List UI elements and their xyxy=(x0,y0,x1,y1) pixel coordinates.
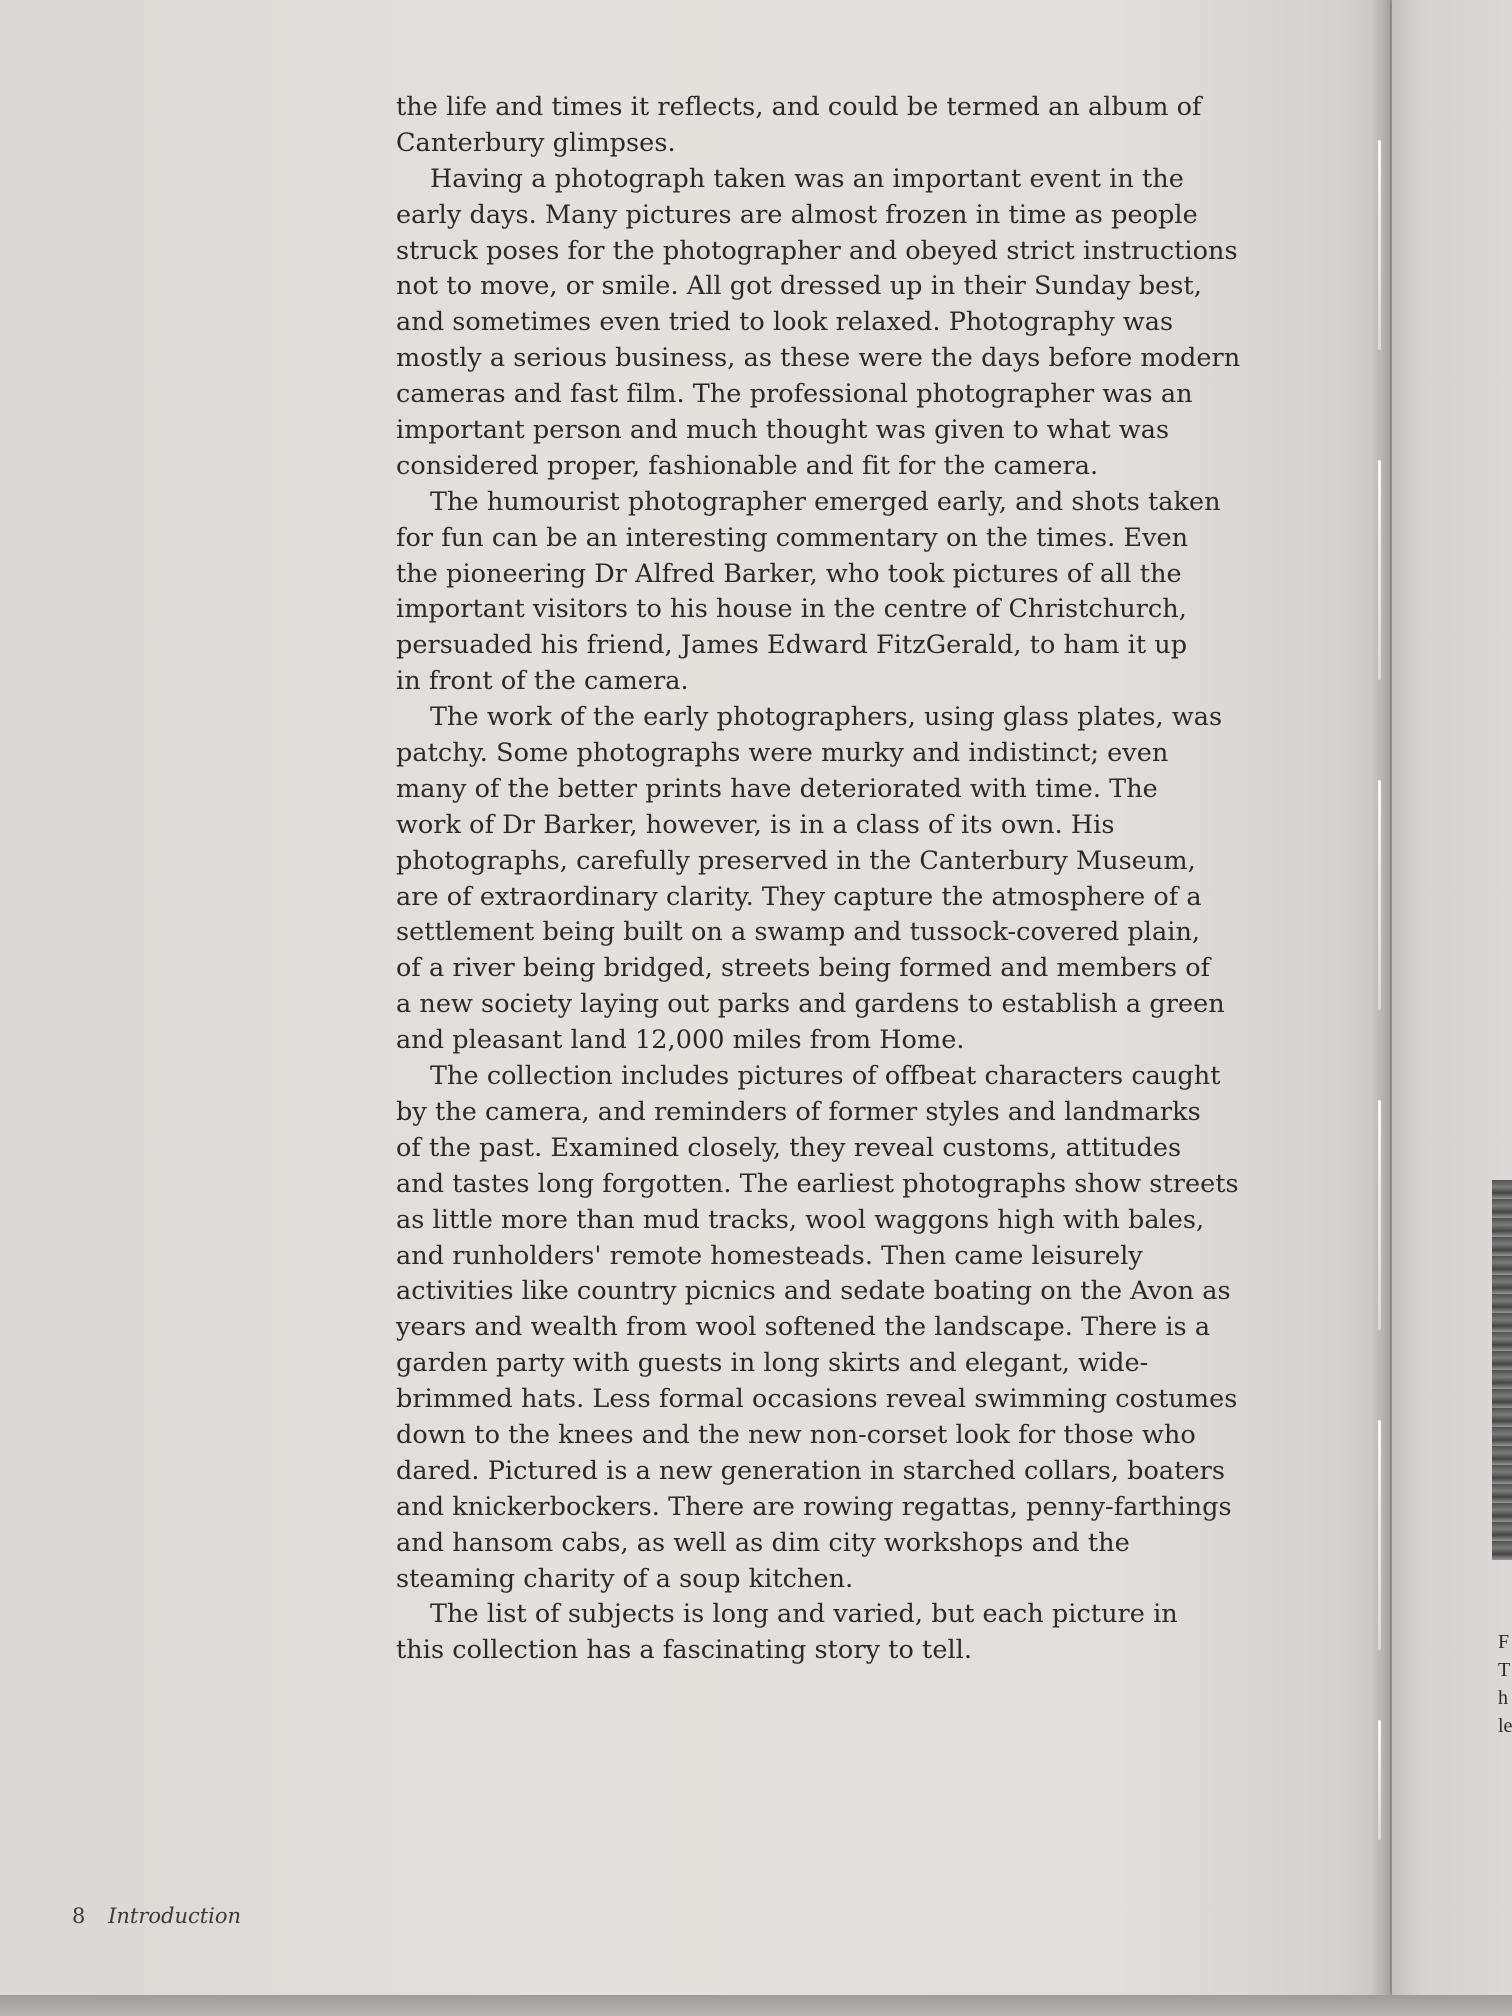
text-line: this collection has a fascinating story to tell. xyxy=(396,1635,973,1666)
paragraph xyxy=(396,90,1276,162)
text-line: settlement being built on a swamp and tussock-covered plain, xyxy=(396,917,1201,948)
text-line: and hansom cabs, as well as dim city workshops and the xyxy=(396,1527,1130,1558)
facing-page-text-fragment xyxy=(1498,1628,1512,1740)
binding-stitch xyxy=(1378,1720,1381,1840)
text-line: of the past. Examined closely, they reveal customs, attitudes xyxy=(396,1132,1182,1163)
facing-page-photo-edge xyxy=(1492,1180,1512,1560)
paragraph xyxy=(396,1059,1276,1597)
text-line: as little more than mud tracks, wool waggons high with bales, xyxy=(396,1204,1205,1235)
body-text xyxy=(396,90,1276,1669)
page-footer xyxy=(72,1904,241,1928)
text-line: by the camera, and reminders of former styles and landmarks xyxy=(396,1096,1201,1127)
binding-stitch xyxy=(1378,140,1381,350)
text-line: the life and times it reflects, and could be termed an album of xyxy=(396,92,1202,122)
binding-stitch xyxy=(1378,460,1381,680)
text-line: steaming charity of a soup kitchen. xyxy=(396,1563,854,1594)
text-line: dared. Pictured is a new generation in starched collars, boaters xyxy=(396,1455,1225,1486)
text-line: The collection includes pictures of offbeat characters caught xyxy=(430,1061,1221,1092)
text-line: Canterbury glimpses. xyxy=(396,127,676,158)
binding-stitch xyxy=(1378,1100,1381,1330)
text-line: The work of the early photographers, using glass plates, was xyxy=(430,702,1223,733)
paragraph xyxy=(396,162,1276,485)
page-gutter xyxy=(1370,0,1392,1995)
text-line: and sometimes even tried to look relaxed. Photography was xyxy=(396,307,1174,338)
text-line: struck poses for the photographer and obeyed strict instructions xyxy=(396,235,1238,266)
facing-page-fragment-line: T xyxy=(1498,1659,1511,1681)
text-line: cameras and fast film. The professional photographer was an xyxy=(396,379,1193,410)
page-number: 8 xyxy=(72,1904,86,1928)
text-line: early days. Many pictures are almost frozen in time as people xyxy=(396,199,1198,230)
text-line: in front of the camera. xyxy=(396,666,689,697)
text-line: many of the better prints have deteriorated with time. The xyxy=(396,773,1158,804)
text-line: important visitors to his house in the centre of Christchurch, xyxy=(396,594,1187,625)
text-line: photographs, carefully preserved in the Canterbury Museum, xyxy=(396,845,1196,876)
facing-page-edge xyxy=(1392,0,1512,1995)
text-line: and runholders' remote homesteads. Then came leisurely xyxy=(396,1240,1143,1271)
text-line: years and wealth from wool softened the landscape. There is a xyxy=(396,1312,1211,1343)
text-line: a new society laying out parks and gardens to establish a green xyxy=(396,989,1225,1020)
text-line: garden party with guests in long skirts and elegant, wide- xyxy=(396,1348,1149,1379)
text-line: not to move, or smile. All got dressed up in their Sunday best, xyxy=(396,271,1202,302)
text-line: of a river being bridged, streets being formed and members of xyxy=(396,953,1211,984)
text-line: down to the knees and the new non-corset look for those who xyxy=(396,1419,1196,1450)
text-line: Having a photograph taken was an important event in the xyxy=(430,163,1184,194)
running-footer-section: Introduction xyxy=(108,1904,242,1928)
text-line: activities like country picnics and sedate boating on the Avon as xyxy=(396,1276,1231,1307)
facing-page-fragment-line: F xyxy=(1498,1631,1510,1653)
text-line: mostly a serious business, as these were the days before modern xyxy=(396,343,1241,374)
facing-page-fragment-line: le xyxy=(1498,1715,1512,1737)
text-line: persuaded his friend, James Edward FitzGerald, to ham it up xyxy=(396,630,1188,661)
page-bottom-edge xyxy=(0,1995,1512,2016)
text-line: are of extraordinary clarity. They capture the atmosphere of a xyxy=(396,881,1202,912)
binding-stitch xyxy=(1378,1420,1381,1650)
text-line: The humourist photographer emerged early, and shots taken xyxy=(430,486,1221,517)
text-line: and knickerbockers. There are rowing regattas, penny-farthings xyxy=(396,1491,1232,1522)
binding-stitch xyxy=(1378,780,1381,1010)
facing-page-fragment-line: h xyxy=(1498,1687,1508,1709)
paragraph xyxy=(396,1597,1276,1669)
text-line: patchy. Some photographs were murky and indistinct; even xyxy=(396,738,1169,769)
text-line: considered proper, fashionable and fit for the camera. xyxy=(396,450,1099,481)
text-line: the pioneering Dr Alfred Barker, who took pictures of all the xyxy=(396,558,1182,589)
text-line: important person and much thought was given to what was xyxy=(396,415,1170,446)
text-line: brimmed hats. Less formal occasions reveal swimming costumes xyxy=(396,1384,1238,1415)
text-line: The list of subjects is long and varied, but each picture in xyxy=(430,1599,1178,1630)
text-line: and tastes long forgotten. The earliest photographs show streets xyxy=(396,1168,1239,1199)
text-line: and pleasant land 12,000 miles from Home. xyxy=(396,1025,965,1056)
paragraph xyxy=(396,700,1276,1059)
text-line: for fun can be an interesting commentary on the times. Even xyxy=(396,522,1189,553)
paragraph xyxy=(396,485,1276,700)
text-line: work of Dr Barker, however, is in a class of its own. His xyxy=(396,809,1115,840)
